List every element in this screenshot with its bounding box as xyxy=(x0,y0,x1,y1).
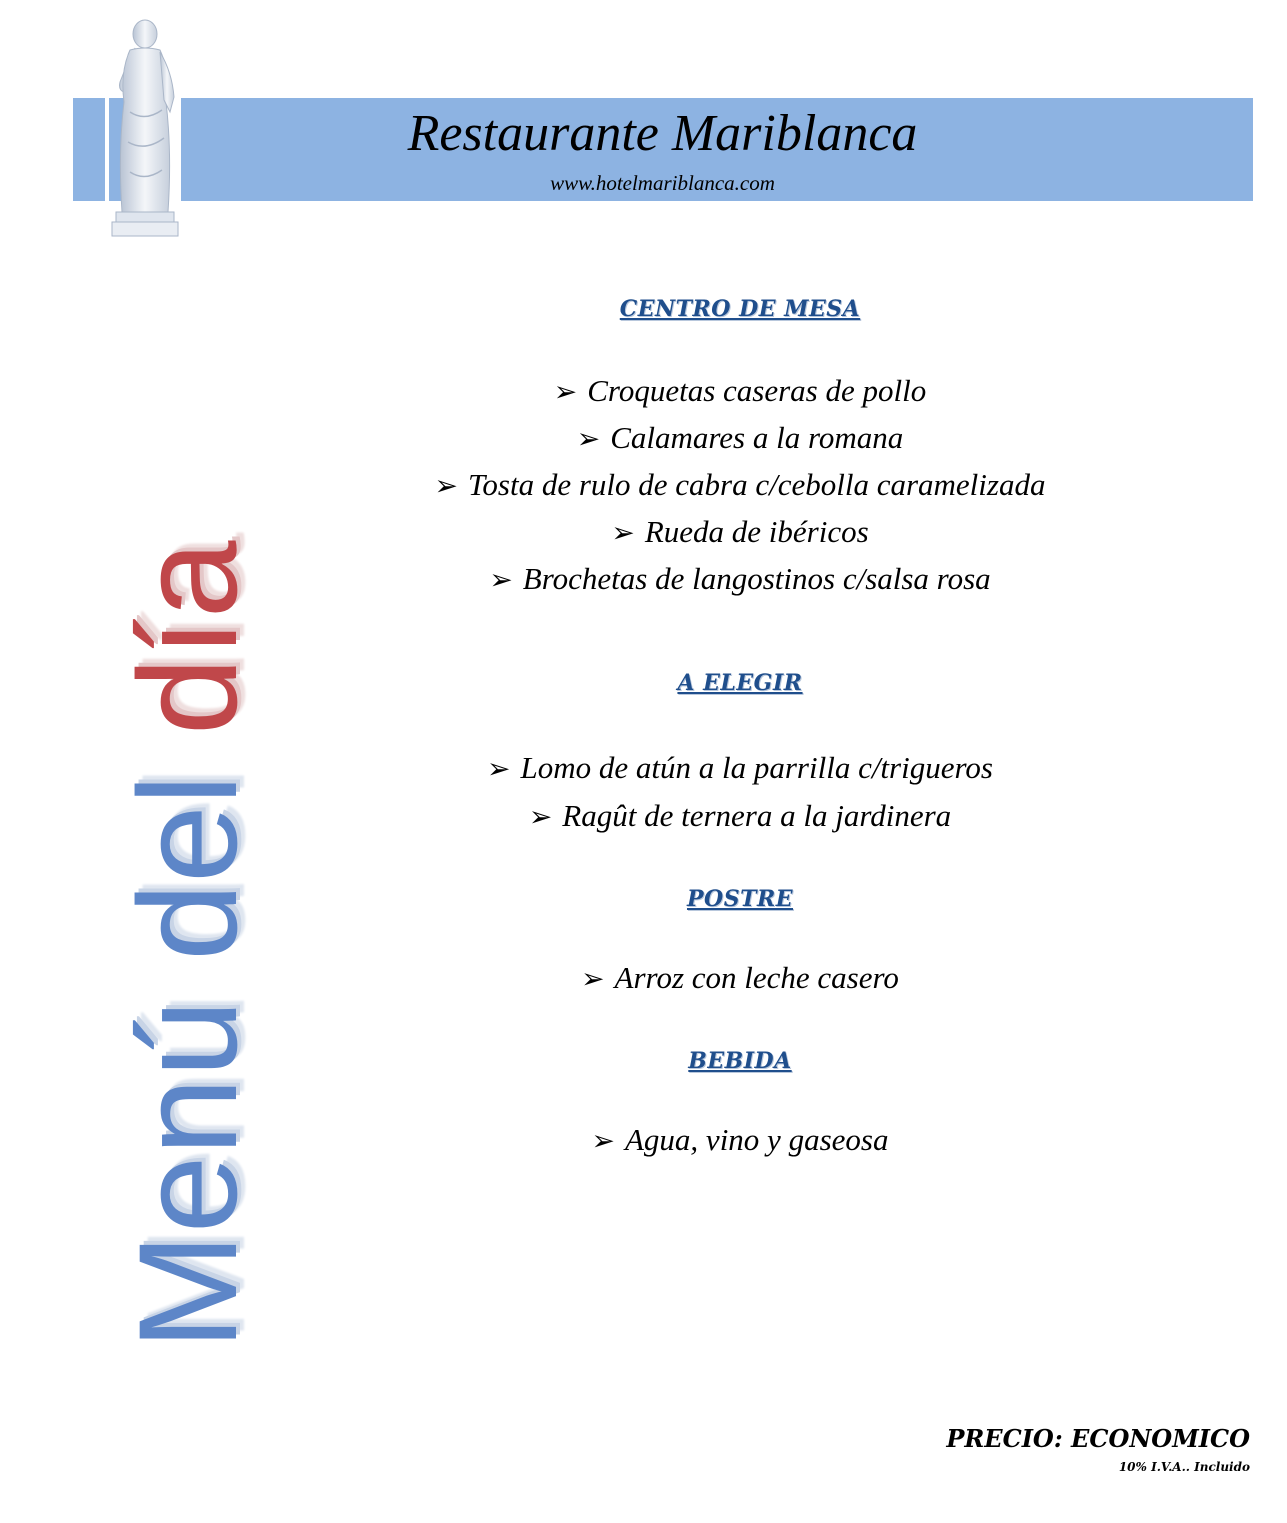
restaurant-name: Restaurante Mariblanca xyxy=(407,105,918,162)
arrow-bullet-icon: ➢ xyxy=(487,754,511,785)
menu-item: ➢ Calamares a la romana xyxy=(576,420,904,455)
menu-item: ➢ Arroz con leche casero xyxy=(581,960,899,995)
menu-item: ➢ Ragût de ternera a la jardinera xyxy=(528,798,952,833)
arrow-bullet-icon: ➢ xyxy=(489,565,513,596)
arrow-bullet-icon: ➢ xyxy=(434,471,458,502)
vat-note: 10% I.V.A.. Incluido xyxy=(1118,1460,1250,1474)
arrow-bullet-icon: ➢ xyxy=(581,964,605,995)
menu-del-dia-vertical-title xyxy=(109,490,266,1350)
vertical-title-blue: Menú del xyxy=(109,735,266,1350)
section-title-bebida: BEBIDA xyxy=(688,1048,792,1074)
arrow-bullet-icon: ➢ xyxy=(576,424,601,455)
section-title-centro-de-mesa: CENTRO DE MESA xyxy=(619,296,861,322)
arrow-bullet-icon: ➢ xyxy=(611,518,635,549)
menu-item: ➢ Rueda de ibéricos xyxy=(611,514,869,549)
menu-item: ➢ Croquetas caseras de pollo xyxy=(553,373,927,408)
menu-item: ➢ Tosta de rulo de cabra c/cebolla caramelizada xyxy=(434,467,1046,502)
arrow-bullet-icon: ➢ xyxy=(553,377,578,408)
arrow-bullet-icon: ➢ xyxy=(591,1126,615,1157)
arrow-bullet-icon: ➢ xyxy=(528,802,553,833)
menu-item: ➢ Lomo de atún a la parrilla c/trigueros xyxy=(487,750,993,785)
section-title-postre: POSTRE xyxy=(686,886,794,912)
website-url[interactable]: www.hotelmariblanca.com xyxy=(550,171,775,195)
section-title-a-elegir: A ELEGIR xyxy=(677,670,803,696)
vertical-title-red: día xyxy=(109,540,266,736)
price-label: PRECIO: ECONOMICO xyxy=(946,1424,1250,1453)
menu-item: ➢ Agua, vino y gaseosa xyxy=(591,1122,889,1157)
menu-item: ➢ Brochetas de langostinos c/salsa rosa xyxy=(489,561,991,596)
